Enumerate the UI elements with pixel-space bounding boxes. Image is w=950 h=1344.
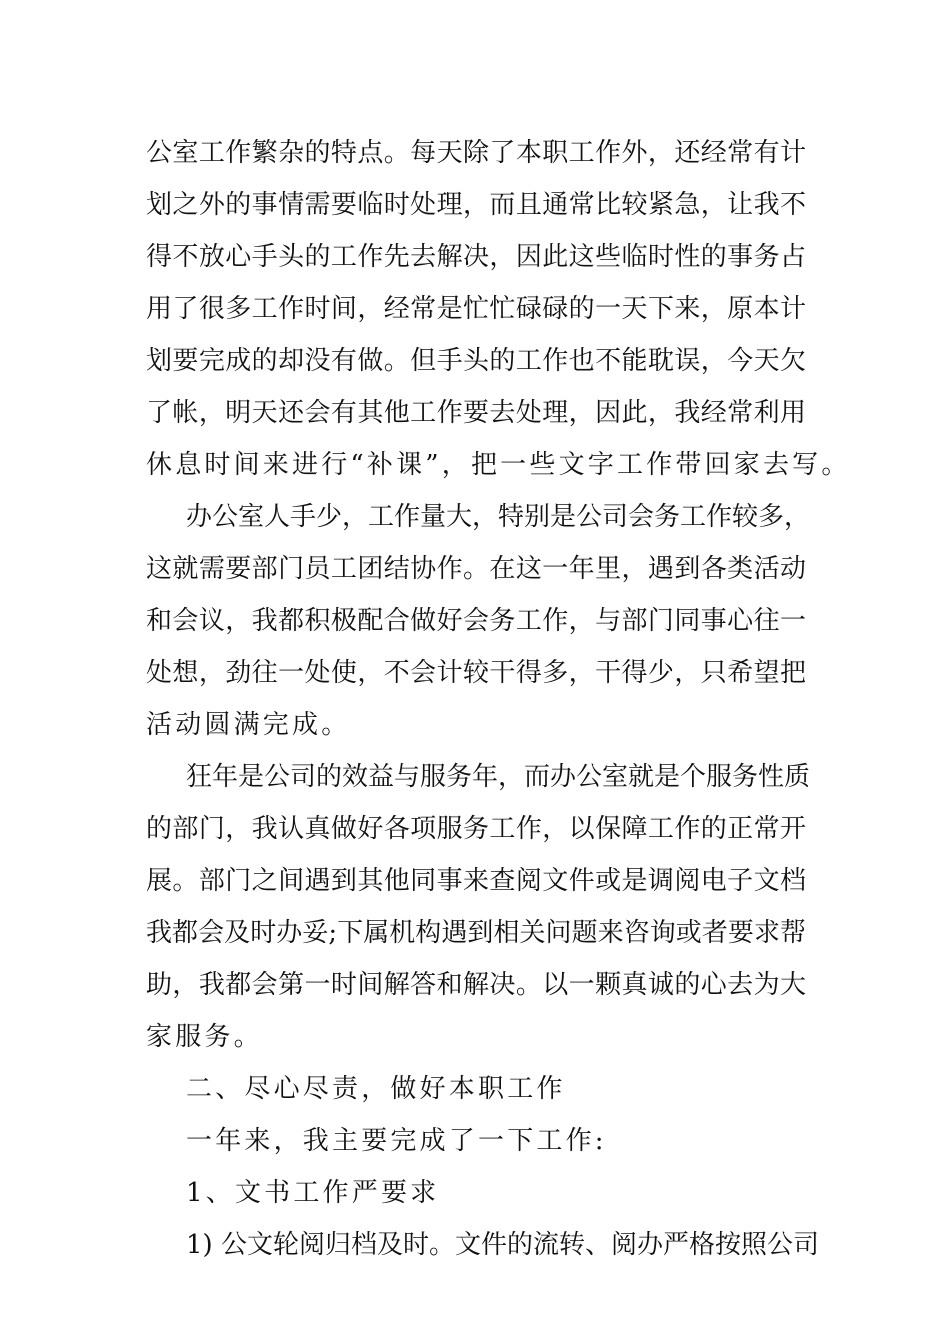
paragraph-line: 助，我都会第一时间解答和解决。以一颗真诚的心去为大 (146, 970, 806, 1000)
section-heading: 二、尽心尽责，做好本职工作 (186, 1074, 566, 1104)
paragraph-line: 休息时间来进行“补课”，把一些文字工作带回家去写。 (146, 450, 851, 480)
paragraph-line: 公室工作繁杂的特点。每天除了本职工作外，还经常有计 (146, 138, 806, 168)
paragraph-line: 了帐，明天还会有其他工作要去处理，因此，我经常利用 (146, 398, 806, 428)
paragraph-line: 展。部门之间遇到其他同事来查阅文件或是调阅电子文档 (146, 866, 806, 896)
list-item: 1) 公文轮阅归档及时。文件的流转、阅办严格按照公司 (186, 1230, 819, 1260)
paragraph-line: 得不放心手头的工作先去解决，因此这些临时性的事务占 (146, 242, 806, 272)
subsection-heading: 1、文书工作严要求 (186, 1178, 440, 1208)
paragraph-line: 的部门，我认真做好各项服务工作，以保障工作的正常开 (146, 814, 806, 844)
paragraph-line: 用了很多工作时间，经常是忙忙碌碌的一天下来，原本计 (146, 294, 806, 324)
paragraph-line: 办公室人手少，工作量大，特别是公司会务工作较多， (186, 502, 811, 532)
paragraph-line: 处想，劲往一处使，不会计较干得多，干得少，只希望把 (146, 658, 806, 688)
paragraph-line: 这就需要部门员工团结协作。在这一年里，遇到各类活动 (146, 554, 806, 584)
paragraph-line: 和会议，我都积极配合做好会务工作，与部门同事心往一 (146, 606, 806, 636)
paragraph-line: 家服务。 (146, 1022, 263, 1052)
paragraph-line: 我都会及时办妥;下属机构遇到相关问题来咨询或者要求帮 (146, 918, 806, 948)
body-text (146, 127, 851, 1271)
paragraph-line: 划要完成的却没有做。但手头的工作也不能耽误，今天欠 (146, 346, 806, 376)
paragraph-line: 活动圆满完成。 (146, 710, 351, 740)
paragraph-line: 狂年是公司的效益与服务年，而办公室就是个服务性质 (186, 762, 811, 792)
paragraph-line: 划之外的事情需要临时处理，而且通常比较紧急，让我不 (146, 190, 806, 220)
paragraph-line: 一年来，我主要完成了一下工作: (186, 1126, 607, 1156)
